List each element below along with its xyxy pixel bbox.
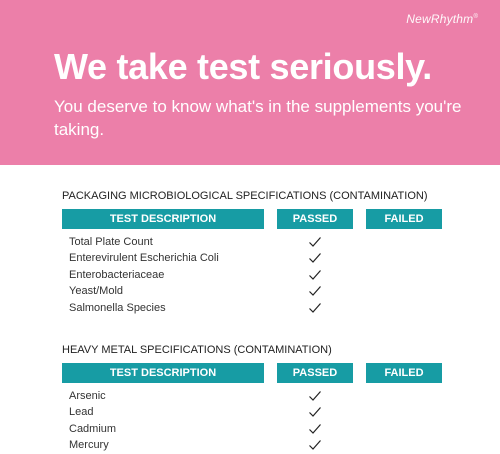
test-label: Total Plate Count (69, 236, 153, 248)
column-header-test-description: TEST DESCRIPTION (62, 209, 264, 229)
registered-mark: ® (473, 14, 478, 20)
section-title: HEAVY METAL SPECIFICATIONS (CONTAMINATION) (62, 344, 332, 356)
test-label: Cadmium (69, 422, 117, 435)
test-row (0, 437, 500, 453)
section-title: PACKAGING MICROBIOLOGICAL SPECIFICATIONS (CONTAMINATION) (62, 190, 428, 202)
check-icon (308, 252, 322, 264)
test-label: Enterevirulent Escherichia Coli (69, 252, 219, 265)
headline: We take test seriously. (54, 46, 432, 87)
test-row (0, 388, 500, 404)
check-icon (308, 269, 322, 281)
test-rows (0, 388, 500, 454)
column-header-passed: PASSED (277, 209, 353, 229)
check-icon (308, 423, 322, 435)
test-row (0, 300, 500, 316)
test-label: Yeast/Mold (69, 285, 124, 298)
column-header-test-description: TEST DESCRIPTION (62, 363, 264, 383)
column-header-passed: PASSED (277, 363, 353, 383)
test-rows (0, 234, 500, 316)
brand-logo: NewRhythm® (406, 12, 478, 26)
check-icon (308, 236, 322, 248)
test-label: Mercury (69, 439, 109, 452)
test-label: Enterobacteriaceae (69, 268, 165, 281)
subheadline: You deserve to know what's in the supplements you're taking. (54, 97, 462, 139)
hero-banner (0, 0, 500, 165)
column-header-failed: FAILED (366, 363, 442, 383)
test-row (0, 404, 500, 420)
column-header-failed: FAILED (366, 209, 442, 229)
test-row (0, 267, 500, 283)
test-label: Salmonella Species (69, 301, 166, 314)
test-row (0, 421, 500, 437)
test-label: Lead (69, 406, 94, 419)
test-row (0, 234, 500, 250)
check-icon (308, 302, 322, 314)
check-icon (308, 285, 322, 297)
check-icon (308, 439, 322, 451)
check-icon (308, 406, 322, 418)
test-row (0, 283, 500, 299)
check-icon (308, 390, 322, 402)
test-row (0, 250, 500, 266)
test-label: Arsenic (69, 390, 106, 402)
